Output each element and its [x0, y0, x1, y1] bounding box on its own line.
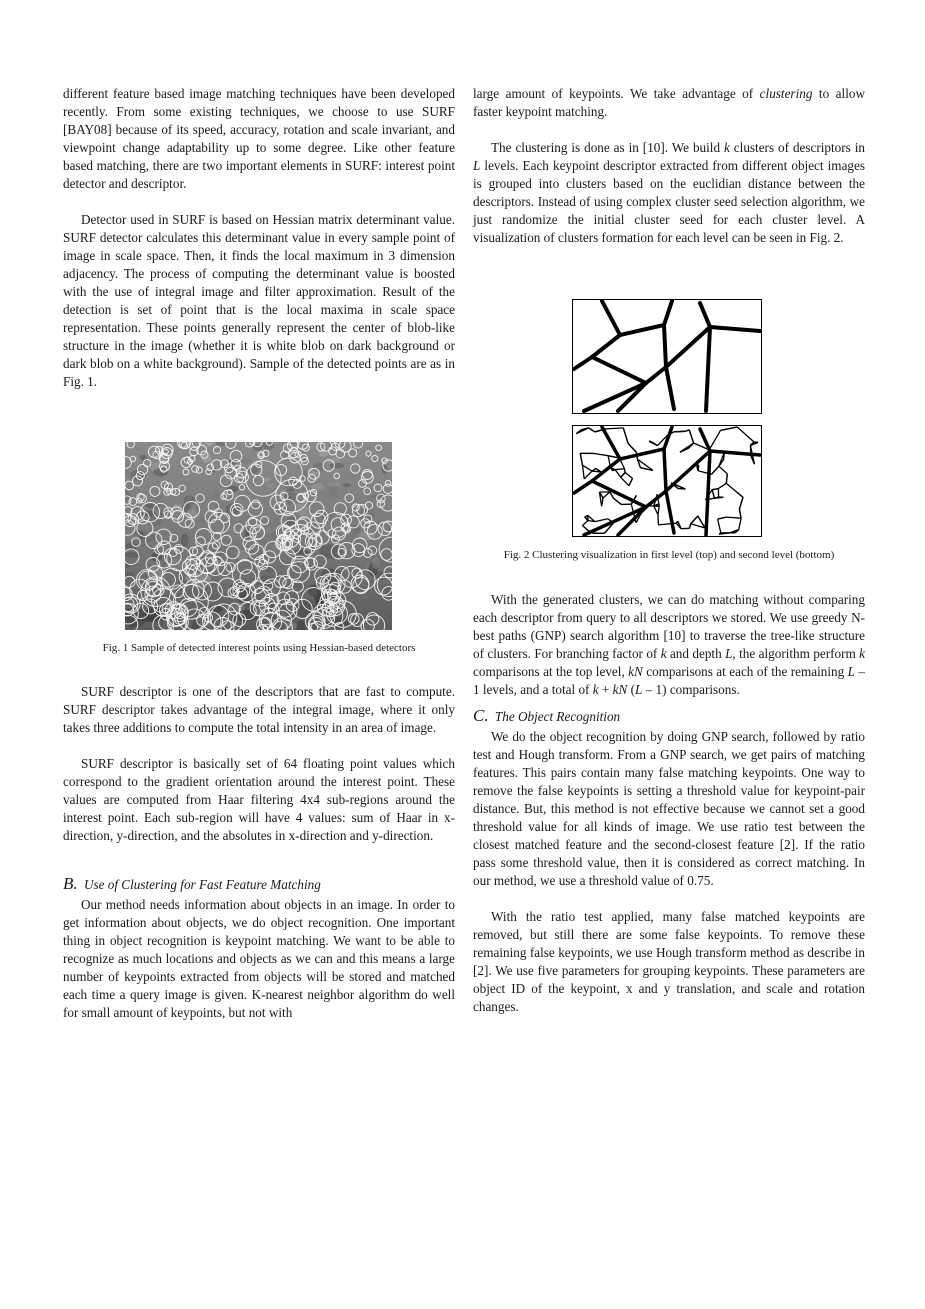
section-c-title: The Object Recognition — [494, 709, 621, 724]
texture-blob — [202, 455, 212, 463]
left-column-top — [63, 85, 455, 391]
cluster-edge — [678, 489, 685, 490]
right-column-top — [473, 85, 865, 247]
paragraph: With the generated clusters, we can do matching without comparing each descriptor from query to all descriptors we stored. We use greedy N-best paths (GNP) search algorithm [10] to traverse the tree-like structure of clusters. For branching factor of k and depth L, the algorithm perform k comparisons at the top level, kN comparisons at each of the remaining L – 1 levels, and a total of k + kN (L – 1) comparisons. — [473, 592, 865, 697]
paragraph: With the ratio test applied, many false matched keypoints are removed, but still there are some false keypoints. To remove these remaining false keypoints, we use Hough transform method as describe in [2]. We use five parameters for grouping keypoints. These parameters are object ID of the keypoint, x and y translation, and scale and rotation changes. — [473, 909, 865, 1014]
texture-blob — [294, 550, 309, 555]
cluster-edge — [624, 469, 625, 473]
paragraph: large amount of keypoints. We take advantage of clustering to allow faster keypoint matching. — [473, 86, 865, 119]
texture-blob — [266, 483, 276, 488]
right-column-bottom — [473, 591, 865, 1016]
cluster-edge — [698, 466, 699, 471]
section-b-title: Use of Clustering for Fast Feature Matching — [83, 877, 321, 892]
paragraph: We do the object recognition by doing GNP search, followed by ratio test and Hough transform. From a GNP search, we get pairs of matching features. This pairs contain many false matching keypoints. One way to remove the false keypoints is setting a threshold value for keypoint-pair distance. But, this method is not effective because we cannot set a good threshold value for all kinds of image. We use ratio test between the closest matched feature and the second-closest feature [2]. If the ratio pass some threshold value, then it is considered as correct matching. In our method, we use a threshold value of 0.75. — [473, 729, 865, 888]
texture-blob — [325, 448, 335, 453]
section-b-heading — [63, 875, 455, 894]
cluster-edge — [592, 471, 601, 472]
paragraph: Detector used in SURF is based on Hessian matrix determinant value. SURF detector calculates this determinant value in every sample point of image in scale space. Then, it finds the local maximum in 3 dimension adjacency. The process of computing the determinant value is boosted with the use of integral image and filter approximation. Result of the detection is set of point that is the local maxima in scale space representation. These points generally represent the center of blob-like structure in the image (whether it is white blob on dark background or dark blob on a white background). Sample of the detected points are as in Fig. 1. — [63, 212, 455, 389]
figure-2-caption: Fig. 2 Clustering visualization in first level (top) and second level (bottom) — [503, 549, 835, 561]
figure-2-bottom-image — [572, 425, 762, 537]
texture-blob — [213, 490, 222, 500]
texture-blob — [352, 524, 360, 533]
cluster-edge — [714, 497, 723, 498]
section-b-letter: B. — [63, 874, 78, 893]
figure-1-image — [125, 442, 392, 630]
paragraph: The clustering is done as in [10]. We build k clusters of descriptors in L levels. Each keypoint descriptor extracted from different object images is grouped into clusters based on the euclidian distance between the descriptors. Instead of using complex cluster seed selection algorithm, we just randomize the initial cluster seed for each cluster level. A visualization of clusters formation for each level can be seen in Fig. 2. — [473, 140, 865, 245]
texture-blob — [184, 496, 197, 505]
texture-blob — [327, 493, 341, 498]
texture-blob — [372, 557, 380, 569]
texture-blob — [287, 488, 295, 492]
section-c-heading — [473, 707, 865, 726]
texture-blob — [251, 486, 258, 491]
texture-blob — [236, 550, 249, 560]
left-column-bottom — [63, 683, 455, 1022]
texture-blob — [240, 459, 253, 463]
cluster-edge — [674, 431, 685, 432]
paragraph: Our method needs information about objects in an image. In order to get information about objects, we do object recognition. One important thing in object recognition is keypoint matching. We want to be able to recognize as much locations and objects as we can and this means a large number of keypoints extracted from objects will be stored and matched each time a query image is given. K-nearest neighbor algorithm do well for small amount of keypoints, but not with — [63, 897, 455, 1020]
section-c-letter: C. — [473, 706, 489, 725]
texture-blob — [345, 472, 354, 481]
texture-blob — [326, 482, 340, 488]
figure-1-caption: Fig. 1 Sample of detected interest points using Hessian-based detectors — [102, 642, 416, 654]
texture-blob — [343, 483, 351, 487]
paragraph: different feature based image matching techniques have been developed recently. From some existing techniques, we choose to use SURF [BAY08] because of its speed, accuracy, rotation and scale invariant, and viewpoint change adaptability up to some degree. Like other feature based matching, there are two important elements in SURF: interest point detector and descriptor. — [63, 86, 455, 191]
figure-2-top-image — [572, 299, 762, 414]
paragraph: SURF descriptor is one of the descriptors that are fast to compute. SURF descriptor takes advantage of the integral image, where it only takes three additions to compute the total intensity in an area of image. — [63, 684, 455, 735]
texture-blob — [326, 457, 340, 463]
paragraph: SURF descriptor is basically set of 64 floating point values which correspond to the gradient orientation around the interest point. These values are computed from Haar filtering 4x4 sub-regions around the interest point. Each sub-region will have 4 values: sum of Haar in x-direction, y-direction, and the absolutes in x-direction and y-direction. — [63, 756, 455, 843]
texture-blob — [260, 528, 277, 533]
texture-blob — [181, 533, 189, 547]
